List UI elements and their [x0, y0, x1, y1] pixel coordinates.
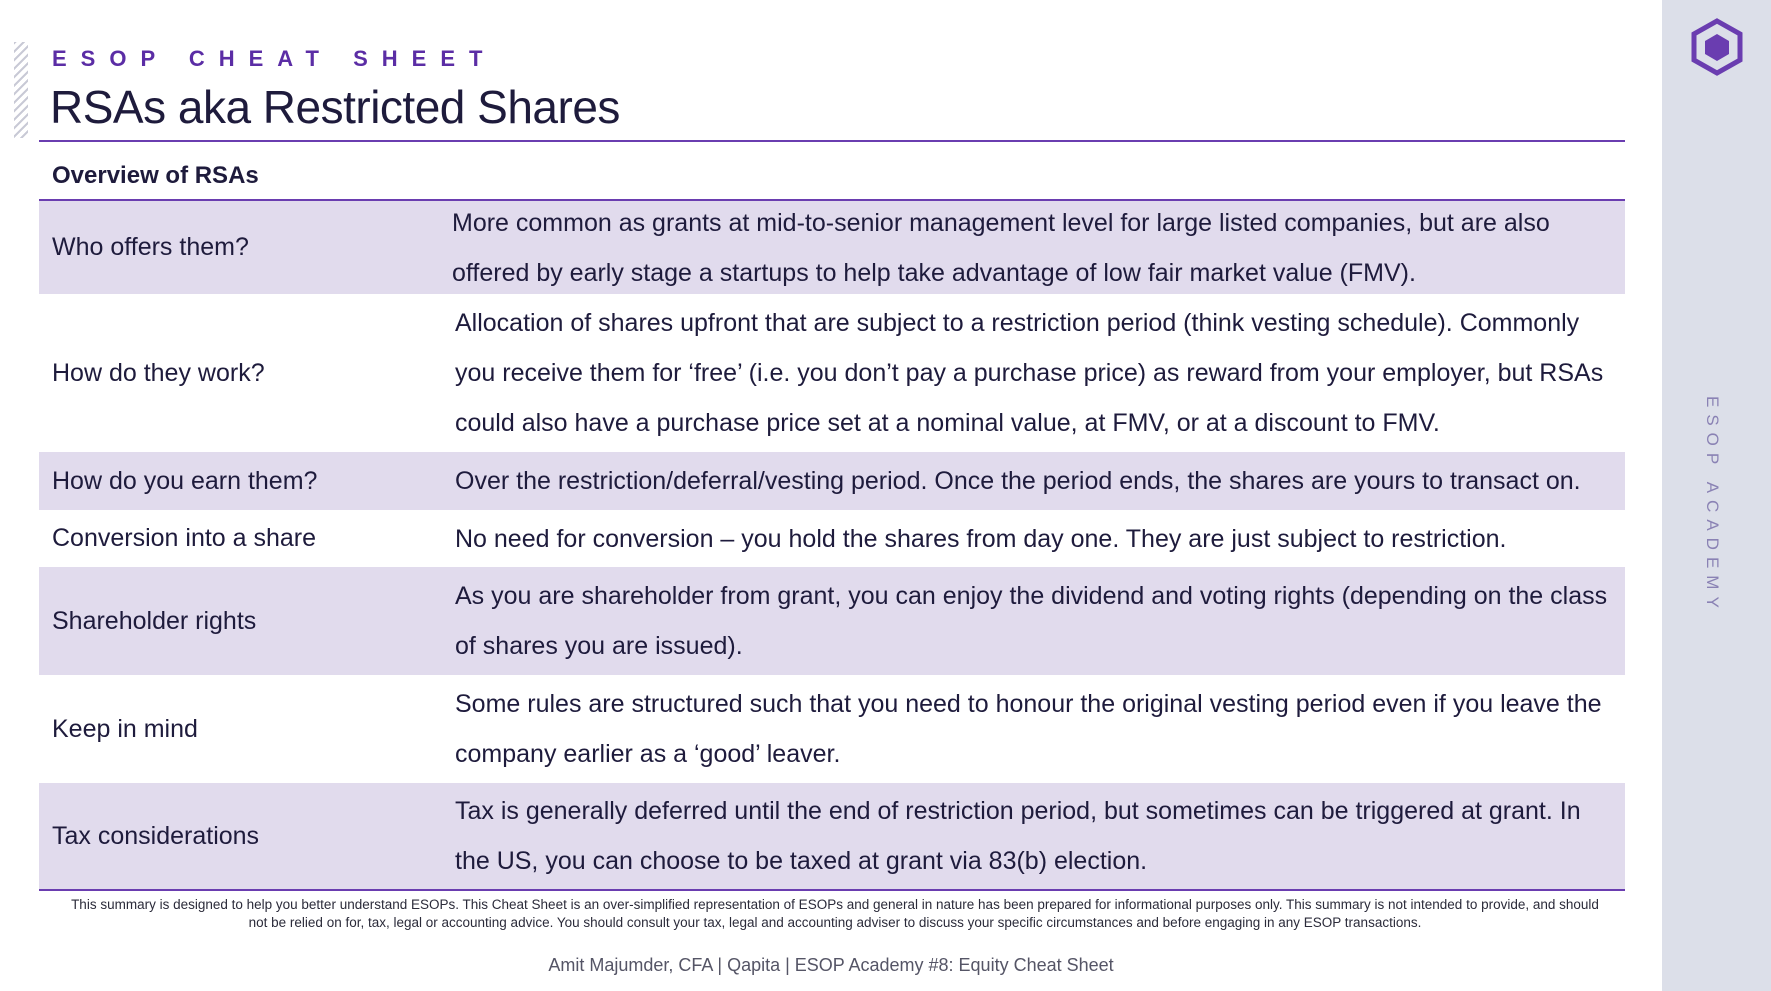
kicker-heading: ESOP CHEAT SHEET: [52, 46, 497, 71]
row-value: As you are shareholder from grant, you can enjoy the dividend and voting rights (depending on the class of shares you are issued).: [455, 582, 1608, 660]
row-label: Tax considerations: [52, 821, 260, 850]
table-row: [39, 675, 1625, 783]
row-label: Shareholder rights: [52, 606, 257, 635]
row-value: Some rules are structured such that you need to honour the original vesting period even if you leave the company earlier as a ‘good’ leaver.: [455, 690, 1602, 768]
row-value: Tax is generally deferred until the end of restriction period, but sometimes can be triggered at grant. In the US, you can choose to be taxed at grant via 83(b) election.: [455, 797, 1581, 875]
table-row: [39, 201, 1625, 294]
sidebar-vertical-text: ESOP ACADEMY: [1703, 396, 1722, 615]
row-label: How do they work?: [52, 358, 265, 387]
decorative-stripes: [14, 42, 28, 138]
hexagon-logo-icon: [1690, 18, 1744, 76]
right-sidebar: [1662, 0, 1771, 991]
table-row: [39, 783, 1625, 889]
page-title: RSAs aka Restricted Shares: [50, 81, 620, 133]
row-value: Allocation of shares upfront that are subject to a restriction period (think vesting schedule). Commonly you receive them for ‘free’ (i.e. you don’t pay a purchase price) as reward from your employer, but RSAs could also have a purchase price set at a nominal value, at FMV, or at a discount to FMV.: [455, 309, 1604, 437]
row-value: More common as grants at mid-to-senior management level for large listed companies, but are also offered by early stage a startups to help take advantage of low fair market value (FMV).: [452, 208, 1550, 287]
row-value: No need for conversion – you hold the shares from day one. They are just subject to restriction.: [455, 524, 1507, 553]
row-value: Over the restriction/deferral/vesting period. Once the period ends, the shares are yours to transact on.: [455, 467, 1581, 495]
table-row: [39, 567, 1625, 675]
table-row: [39, 510, 1625, 567]
disclaimer-text: This summary is designed to help you better understand ESOPs. This Cheat Sheet is an over-simplified representation of ESOPs and general in nature has been prepared for informational purposes only. This summary is not intended to provide, and should not be relied on for, tax, legal or accounting advice. You should consult your tax, legal and accounting adviser to discuss your specific circumstances and before engaging in any ESOP transactions.: [71, 897, 1599, 930]
footer-credit: Amit Majumder, CFA | Qapita | ESOP Academy #8: Equity Cheat Sheet: [548, 955, 1114, 975]
overview-table: [39, 199, 1625, 891]
row-label: Who offers them?: [52, 233, 249, 261]
row-label: Conversion into a share: [52, 524, 317, 552]
row-label: How do you earn them?: [52, 466, 318, 495]
table-row: [39, 294, 1625, 452]
row-label: Keep in mind: [52, 714, 198, 743]
section-title: Overview of RSAs: [52, 162, 259, 189]
table-row: [39, 452, 1625, 510]
title-divider: [39, 140, 1625, 142]
